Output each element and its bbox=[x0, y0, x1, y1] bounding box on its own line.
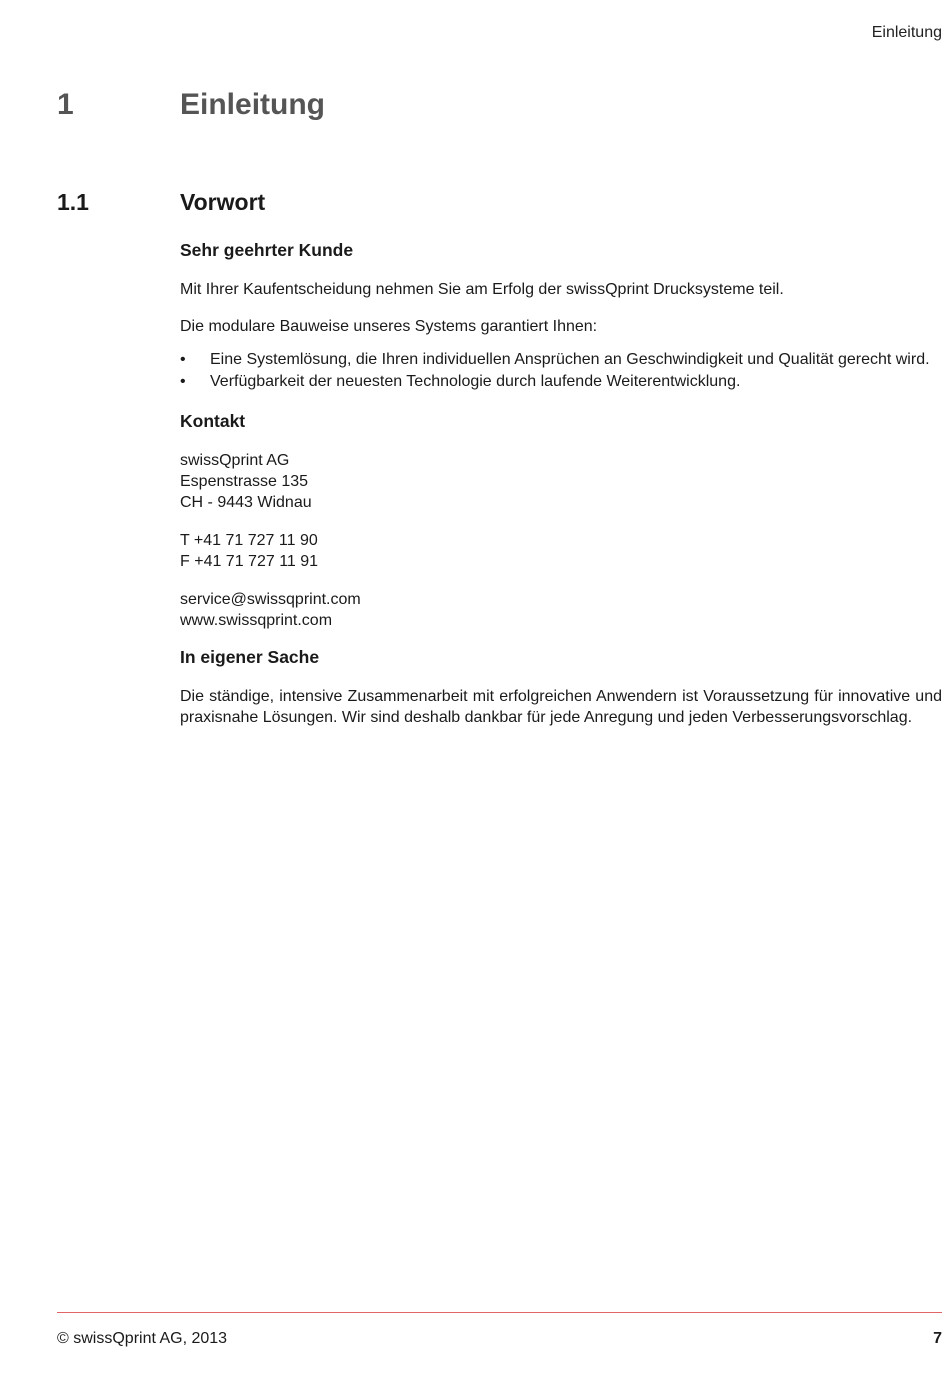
section-number: 1.1 bbox=[57, 189, 89, 215]
benefits-list bbox=[180, 349, 942, 392]
page-number: 7 bbox=[933, 1330, 942, 1347]
phone-number: T +41 71 727 11 90 bbox=[180, 532, 318, 549]
online-block bbox=[180, 589, 942, 631]
bullet-icon: • bbox=[180, 351, 186, 368]
list-item bbox=[180, 371, 942, 392]
list-item bbox=[180, 349, 942, 370]
bullet-icon: • bbox=[180, 373, 186, 390]
greeting-heading: Sehr geehrter Kunde bbox=[180, 240, 354, 260]
fax-number: F +41 71 727 11 91 bbox=[180, 553, 319, 570]
footer-divider bbox=[57, 1312, 942, 1313]
greeting-paragraph-2: Die modulare Bauweise unseres Systems garantiert Ihnen: bbox=[180, 318, 598, 335]
footer-copyright: © swissQprint AG, 2013 bbox=[57, 1330, 228, 1347]
address-block bbox=[180, 450, 942, 513]
email-link[interactable]: service@swissqprint.com bbox=[180, 591, 361, 608]
list-item-text: Verfügbarkeit der neuesten Technologie durch laufende Weiterentwicklung. bbox=[210, 373, 741, 390]
street-address: Espenstrasse 135 bbox=[180, 473, 309, 490]
own-matter-paragraph: Die ständige, intensive Zusammenarbeit mit erfolgreichen Anwendern ist Voraussetzung für innovative und praxisnahe Lösungen. Wir sind deshalb dankbar für jede Anregung und jeden Verbesserungsvorschlag. bbox=[180, 688, 942, 726]
company-name: swissQprint AG bbox=[180, 452, 290, 469]
chapter-number: 1 bbox=[57, 88, 74, 121]
section-title: Vorwort bbox=[180, 189, 266, 215]
phone-block bbox=[180, 530, 942, 572]
running-header: Einleitung bbox=[871, 24, 942, 41]
contact-heading: Kontakt bbox=[180, 411, 246, 431]
website-link[interactable]: www.swissqprint.com bbox=[180, 612, 333, 629]
chapter-title: Einleitung bbox=[180, 88, 325, 121]
list-item-text: Eine Systemlösung, die Ihren individuellen Ansprüchen an Geschwindigkeit und Qualität gerecht wird. bbox=[210, 351, 930, 368]
main-content bbox=[180, 238, 942, 744]
own-matter-heading: In eigener Sache bbox=[180, 647, 320, 667]
city-address: CH - 9443 Widnau bbox=[180, 494, 312, 511]
greeting-paragraph-1: Mit Ihrer Kaufentscheidung nehmen Sie am Erfolg der swissQprint Drucksysteme teil. bbox=[180, 281, 784, 298]
